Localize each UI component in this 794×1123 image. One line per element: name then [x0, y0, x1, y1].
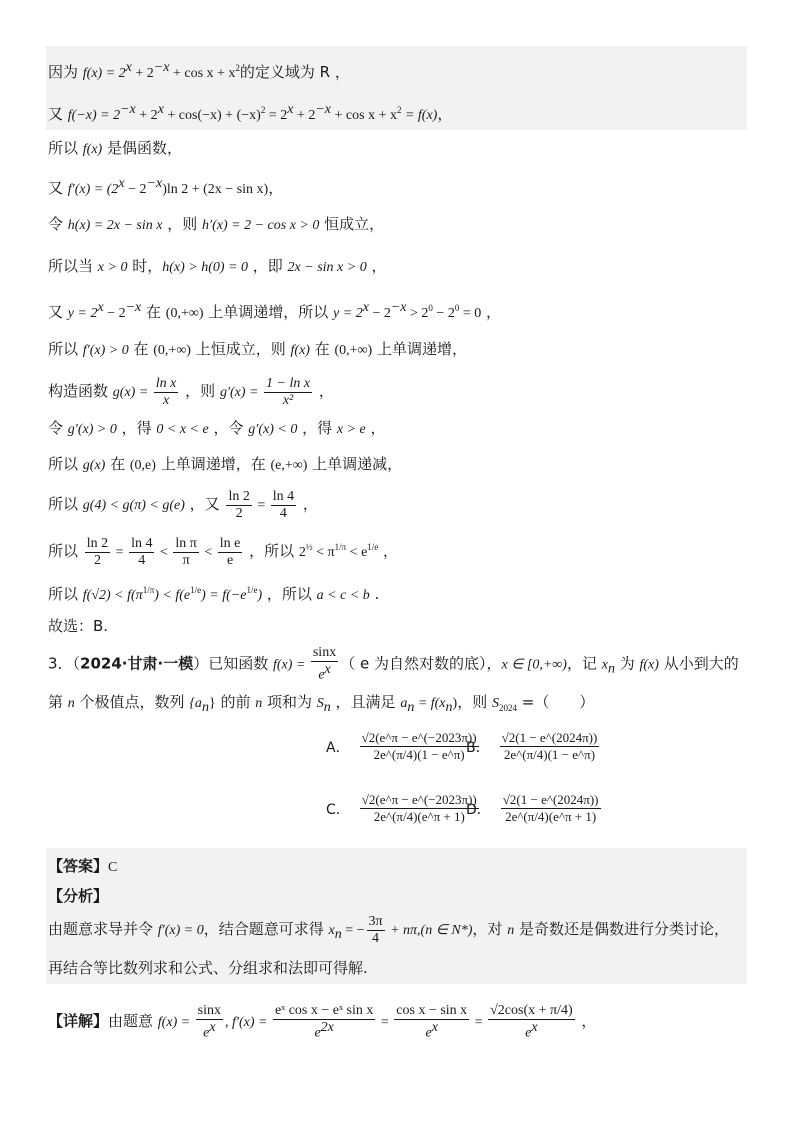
text: 再结合等比数列求和公式、分组求和法即可得解. — [48, 959, 368, 977]
text: 从小到大的 — [658, 654, 739, 673]
text: 第 — [48, 693, 68, 711]
solution-line-15 — [48, 616, 108, 636]
math: f′(x) > 0 — [82, 343, 129, 358]
fraction: $\frac{\ln 4}{4}$ — [272, 488, 295, 521]
math: = 0 — [459, 306, 482, 321]
text: ）已知函数 — [193, 654, 273, 673]
detail-label: 【详解】 — [48, 1012, 109, 1030]
math: y = 2 — [67, 306, 98, 321]
math: x — [601, 657, 608, 673]
math: g′(x) < 0 — [248, 422, 298, 437]
math: f(x) = — [157, 1015, 194, 1030]
math: < — [200, 545, 216, 560]
text: ， — [298, 495, 318, 513]
math: h′(x) = 2 − cos x > 0 — [202, 218, 320, 233]
math: − 2 — [432, 306, 455, 321]
math: f(x) — [82, 142, 103, 157]
option-b[interactable] — [466, 730, 601, 763]
math: < π — [312, 545, 335, 560]
math: ) < f(e — [154, 588, 191, 603]
text: 所以 — [48, 455, 83, 473]
text: ，则 — [180, 382, 220, 400]
text: ， — [366, 257, 387, 275]
problem-3-line-2: 第 n 个极值点，数列 $\{a_n\}$ 的前 n 项和为 $S_n$ ，且满足 $a_n = f(x_n)$，则 $S_{2024}$ =（ ） — [48, 693, 595, 715]
solution-line-8 — [48, 339, 467, 361]
math: S — [491, 696, 499, 711]
text: ， — [437, 105, 453, 123]
text: 是奇数还是偶数进行分类讨论， — [514, 920, 729, 938]
math: n — [507, 923, 515, 938]
math: f(x) = 2 — [82, 66, 126, 81]
text: 项和为 — [262, 693, 317, 711]
solution-line-4: 又 $f'(x) = (2^x - 2^{-x})\ln$ 2 + (2x − sin x)， — [48, 176, 284, 197]
text: ， — [314, 382, 334, 400]
text: ，所以 — [262, 585, 317, 603]
analysis-line-2 — [48, 958, 368, 978]
math: < — [156, 545, 172, 560]
problem-number: 3．（ — [48, 654, 81, 673]
math: )ln 2 + (2x − sin x) — [162, 182, 269, 197]
text: 上恒成立，则 — [190, 340, 291, 358]
math: + cos x + x — [169, 66, 236, 81]
math: n — [67, 696, 75, 711]
fraction: $\frac{\ln 4}{4}$ — [131, 535, 153, 568]
solution-line-7: 又 $y = 2^x - 2^{-x}$ 在 (0,+∞) 上单调递增，所以 $y = 2^x - 2^{-x} > 2^0 - 2^0 = 0$ ， — [48, 300, 502, 321]
text: 的定义域为 R ， — [239, 63, 350, 81]
text: 由题意 — [108, 1012, 158, 1030]
solution-line-12 — [48, 487, 318, 523]
text: ， — [378, 542, 399, 560]
math: x — [328, 923, 335, 938]
text: ，则 — [162, 215, 203, 233]
math: = − — [341, 923, 365, 938]
math: − 2 — [103, 306, 126, 321]
text: 所以 — [48, 495, 83, 513]
math: − 2 — [368, 306, 391, 321]
option-c-fraction: $\frac{√2(e\^{}\pi - e\^{}(-2023\pi))}{2e\^{}(\pi/4)(e\^{}\pi + 1)}$ — [361, 792, 477, 824]
math: + cos x + x — [331, 108, 397, 123]
text: ， — [481, 303, 502, 321]
text: 在 — [105, 455, 130, 473]
text: ，又 — [184, 495, 225, 513]
solution-line-1: 因为 $f(x) = 2^x + 2^{-x} + \cos x + x^2$的定义域为 R ， — [48, 60, 350, 81]
option-a-label: A． — [326, 739, 350, 756]
math: + 2 — [135, 108, 158, 123]
solution-line-3 — [48, 138, 182, 160]
option-d-fraction: $\frac{√2(1 - e\^{}(2024\pi))}{2e\^{}(\pi/4)(e\^{}\pi + 1)}$ — [502, 792, 599, 824]
math: f(√2) < f(π — [82, 588, 143, 603]
math: a — [400, 696, 408, 711]
math: h(x) > h(0) = 0 — [162, 260, 248, 275]
text: 时， — [127, 257, 163, 275]
analysis-label: 【分析】 — [48, 887, 109, 905]
math: + 2 — [131, 66, 154, 81]
math: = — [253, 498, 269, 513]
text: ， — [365, 419, 386, 437]
math: (0,+∞) — [153, 343, 191, 358]
text: 构造函数 — [48, 382, 113, 400]
text: 令 — [48, 215, 68, 233]
text: ，对 — [472, 920, 508, 938]
math: g(4) < g(π) < g(e) — [82, 498, 185, 513]
choice-conclusion: 故选：B. — [48, 617, 109, 635]
problem-source: 2024·甘肃·一模 — [80, 654, 194, 673]
text: 又 — [48, 303, 68, 321]
text: 上单调递增， — [372, 340, 467, 358]
text: 又 — [48, 179, 68, 197]
fraction: $\frac{\text{ln x}}{x}$ — [155, 375, 177, 408]
math: = 2 — [265, 108, 288, 123]
text: 所以当 — [48, 257, 98, 275]
option-c-label: C． — [326, 801, 350, 818]
math: x > e — [336, 422, 366, 437]
text: ，记 — [566, 654, 602, 673]
math: n — [255, 696, 263, 711]
fraction: $\frac{\text{eˣ cos x − eˣ sin x}}{e^{2x}}$ — [274, 1002, 374, 1041]
math: 2x − sin x > 0 — [287, 260, 367, 275]
math: = f(x) — [401, 108, 438, 123]
math: − 2 — [124, 182, 147, 197]
text: 上单调递增，在 — [155, 455, 271, 473]
fraction: $\frac{\text{cos x − sin x}}{e^x}$ — [396, 1002, 468, 1041]
problem-3-line-1: 3．（2024·甘肃·一模）已知函数 f(x) = $\frac{\sin x}{e^x}$ （ e 为自然对数的底），x ∈ [0,+∞)，记 $x_n$ 为 f(x) 从小到大的 — [48, 645, 739, 683]
math: g′(x) > 0 — [67, 422, 117, 437]
analysis-label-line — [48, 886, 108, 906]
math: (0,e) — [129, 458, 156, 473]
text: ，则 — [457, 693, 492, 711]
math: = — [112, 545, 128, 560]
math: < e — [346, 545, 368, 560]
text: 是偶函数， — [102, 139, 182, 157]
text: ，得 — [116, 419, 157, 437]
text: 由题意求导并令 — [48, 920, 158, 938]
fraction: $\frac{\sin x}{e^x}$ — [312, 645, 337, 683]
math: x > 0 — [97, 260, 128, 275]
text: 因为 — [48, 63, 83, 81]
text: ，令 — [208, 419, 249, 437]
solution-line-9 — [48, 374, 334, 410]
math: ) — [257, 588, 263, 603]
math: + nπ,(n ∈ N*) — [386, 923, 473, 938]
solution-line-5 — [48, 214, 384, 236]
math: + cos(−x) + (−x) — [163, 108, 261, 123]
math: f(x) = — [272, 657, 309, 673]
text: 在 — [128, 340, 154, 358]
math: f′(x) = 0 — [157, 923, 204, 938]
fraction: $\frac{\text{ln π}}{\pi}$ — [175, 535, 197, 568]
solution-line-2: 又 $f(-x) = 2^{-x} + 2^x + \cos(-x) + (-x)^2 = 2^x + 2^{-x} + \cos x + x^2 = f(x)$， — [48, 102, 453, 123]
text: 的前 — [215, 693, 256, 711]
fraction: $\frac{\ln 2}{2}$ — [86, 535, 109, 568]
solution-line-14: 所以 $f(√2) < f(\pi^{1/\pi}) < f(e^{1/e}) = f(-e^{1/e})$ ，所以 a < c < b . — [48, 585, 380, 603]
answer-value: C — [108, 860, 118, 875]
math: + 2 — [293, 108, 316, 123]
text: . — [369, 585, 380, 603]
fraction: $\frac{√2\cos(x + \pi/4)}{e^x}$ — [490, 1002, 573, 1041]
math: h(x) = 2x − sin x — [67, 218, 163, 233]
solution-line-10 — [48, 418, 386, 440]
text: （ e 为自然对数的底）， — [340, 654, 502, 673]
math: 0 < x < e — [156, 422, 209, 437]
text: 又 — [48, 105, 68, 123]
fraction: $\frac{\text{1 − ln x}}{\text{x²}}$ — [266, 375, 311, 408]
text: 所以 — [48, 139, 83, 157]
option-a-fraction: $\frac{√2(e\^{}\pi - e\^{}(-2023\pi))}{2e\^{}(\pi/4)(1 - e\^{}\pi)}$ — [361, 730, 477, 762]
text: 所以 — [48, 340, 83, 358]
math: f(−x) = 2 — [67, 108, 121, 123]
math: f(x) — [639, 657, 659, 673]
solution-line-11 — [48, 454, 402, 476]
text: =（ ） — [516, 693, 595, 711]
fraction: $\frac{\text{ln e}}{e}$ — [219, 535, 241, 568]
math: ) = f(−e — [201, 588, 247, 603]
text: 恒成立， — [319, 215, 385, 233]
math: (0,+∞) — [165, 306, 204, 321]
option-b-fraction: $\frac{√2(1 - e\^{}(2024\pi))}{2e\^{}(\pi/4)(1 - e\^{}\pi)}$ — [501, 730, 598, 762]
text: 所以 — [48, 585, 83, 603]
math: S — [316, 696, 324, 711]
math: > 2 — [406, 306, 429, 321]
text: ，所以 — [244, 542, 299, 560]
math: {a — [189, 696, 202, 711]
text: ， — [576, 1012, 597, 1030]
analysis-line-1: 由题意求导并令 f′(x) = 0，结合题意可求得 $x_n$ = − $\frac{3\pi}{4}$ + nπ,(n ∈ N*)，对 n 是奇数还是偶数进行分类讨论， — [48, 913, 729, 946]
answer-line — [48, 856, 117, 878]
solution-line-6 — [48, 256, 387, 278]
math: (0,+∞) — [334, 343, 373, 358]
math: = f(x — [414, 696, 446, 711]
option-d-label: D． — [466, 801, 491, 818]
text: 所以 — [48, 542, 83, 560]
math: a < c < b — [316, 588, 370, 603]
option-d[interactable] — [466, 792, 603, 825]
math: = — [471, 1015, 487, 1030]
fraction: $\frac{3\pi}{4}$ — [368, 913, 383, 946]
text: ，且满足 — [330, 693, 401, 711]
fraction: $\frac{\sin x}{e^x}$ — [197, 1002, 222, 1041]
fraction: $\frac{\ln 2}{2}$ — [228, 488, 250, 521]
text: ，得 — [297, 419, 337, 437]
text: 上单调递增，所以 — [203, 303, 334, 321]
math: g(x) — [82, 458, 106, 473]
text: ， — [268, 179, 284, 197]
math: f(x) — [290, 343, 310, 358]
text: 个极值点，数列 — [74, 693, 190, 711]
text: 上单调递减， — [307, 455, 403, 473]
math: y = 2 — [333, 306, 363, 321]
option-a[interactable] — [326, 730, 481, 763]
solution-line-13: 所以 $\frac{\ln 2}{2}$ = $\frac{\ln 4}{4}$ < $\frac{\text{ln π}}{\pi}$ < $\frac{\text{ln e}}{e}$ ，所以 $2^{\frac{1}{2}} < \pi^{1/\pi} < e^{1/e}$ ， — [48, 535, 399, 568]
math: (e,+∞) — [270, 458, 308, 473]
math: g(x) = — [112, 385, 152, 400]
option-b-label: B． — [466, 739, 490, 756]
answer-label: 【答案】 — [48, 857, 109, 875]
math: = — [377, 1015, 393, 1030]
math: 2 — [298, 545, 306, 560]
detail-line — [48, 996, 596, 1048]
math: g′(x) = — [219, 385, 262, 400]
math: f′(x) = (2 — [67, 182, 119, 197]
math: x ∈ [0,+∞) — [501, 657, 567, 673]
math: , f′(x) = — [225, 1015, 271, 1030]
text: 令 — [48, 419, 68, 437]
text: 为 — [614, 654, 640, 673]
text: 在 — [309, 340, 335, 358]
text: ，即 — [248, 257, 288, 275]
text: 在 — [141, 303, 166, 321]
text: ，结合题意可求得 — [203, 920, 329, 938]
option-c[interactable] — [326, 792, 481, 825]
